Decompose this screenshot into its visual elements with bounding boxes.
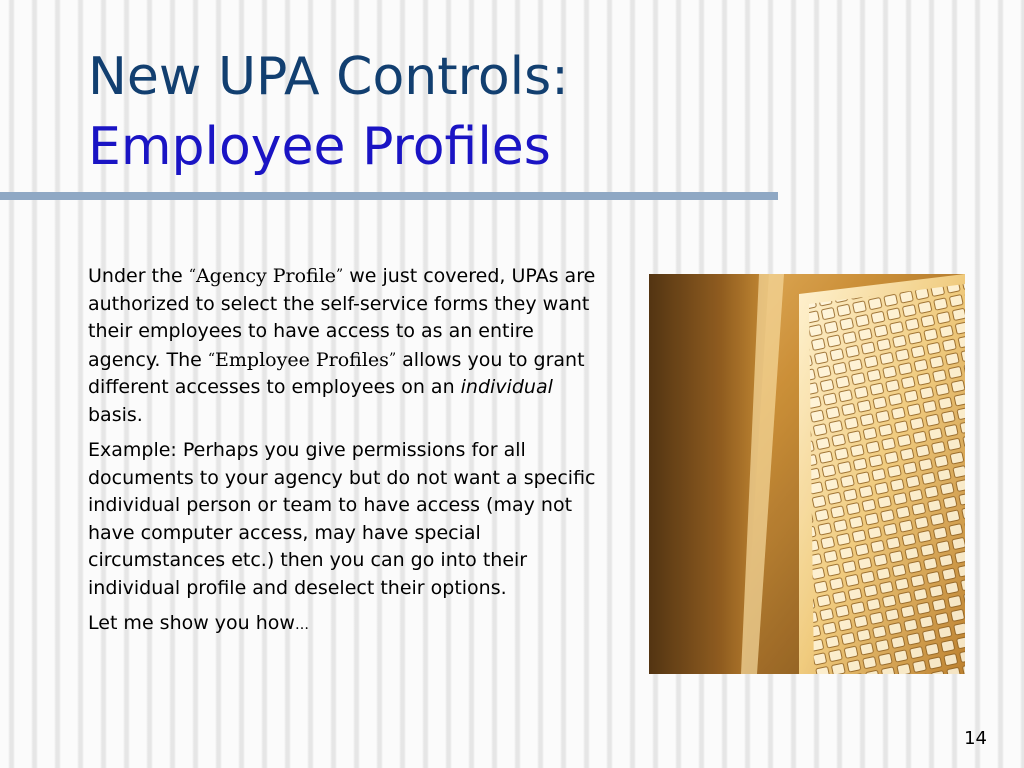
- open-quote: “: [188, 267, 196, 283]
- paragraph-agency-profile: [88, 262, 608, 429]
- title-divider: [0, 192, 778, 200]
- paragraph-example: Example: Perhaps you give permissions for all documents to your agency but do not want a specific individual person or team to have access (may not have computer access, may have special circumstances etc.) then you can go into their individual profile and deselect their options.: [88, 439, 596, 599]
- slide-body: [88, 262, 608, 648]
- individual-emphasis: individual: [460, 376, 553, 398]
- keyboard-photo-icon: [649, 274, 965, 674]
- title-line-1: New UPA Controls:: [88, 47, 569, 107]
- keyboard-photo: [649, 274, 965, 674]
- p1-pre: Under the: [88, 265, 189, 287]
- close-quote-2: ”: [388, 350, 397, 367]
- title-line-2: Employee Profiles: [88, 117, 551, 177]
- paragraph-show-how: [88, 610, 608, 640]
- p1-post: allows you to grant different accesses to employees on an: [88, 348, 585, 398]
- p1-mid: we just covered, UPAs are authorized to select the self-service forms they want their employees to have access to as an entire agency. The: [88, 265, 596, 371]
- slide-title: [88, 42, 569, 182]
- ellipsis: …: [294, 617, 309, 633]
- open-quote-2: “: [207, 350, 216, 367]
- close-quote: ”: [336, 267, 344, 283]
- slide-number: 14: [964, 728, 987, 749]
- show-how-text: Let me show you how: [88, 612, 295, 634]
- agency-profile-term: Agency Profile: [195, 265, 337, 287]
- employee-profiles-term: Employee Profiles: [215, 348, 389, 371]
- p1-end: basis.: [88, 403, 143, 426]
